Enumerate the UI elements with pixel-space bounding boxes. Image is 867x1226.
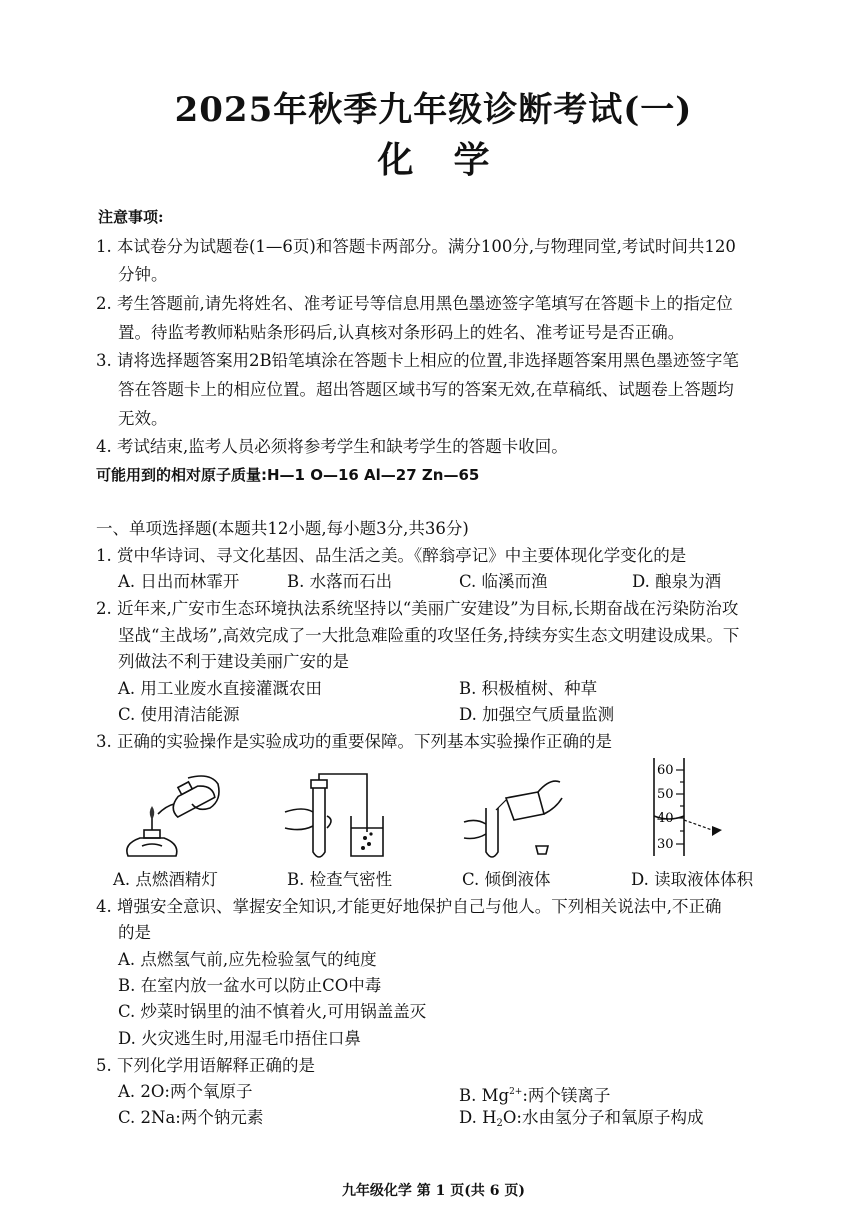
- option-d: D. 酿泉为酒: [632, 572, 722, 591]
- option-d: D. 火灾逃生时,用湿毛巾捂住口鼻: [118, 1029, 361, 1048]
- option-d: D. 加强空气质量监测: [459, 705, 615, 724]
- notice-line: 2. 考生答题前,请先将姓名、准考证号等信息用黑色墨迹签字笔填写在答题卡上的指定位: [96, 294, 733, 313]
- exam-title: 2025年秋季九年级诊断考试(一): [174, 90, 693, 130]
- question-stem: 3. 正确的实验操作是实验成功的重要保障。下列基本实验操作正确的是: [96, 732, 612, 751]
- option-d-post: O:水由氢分子和氧原子构成: [502, 1108, 704, 1127]
- option-b: B. 水落而石出: [287, 572, 393, 591]
- option-c: C. 倾倒液体: [462, 870, 551, 889]
- option-a: A. 点燃氢气前,应先检验氢气的纯度: [118, 950, 377, 969]
- notice-line: 3. 请将选择题答案用2B铅笔填涂在答题卡上相应的位置,非选择题答案用黑色墨迹签字笔: [96, 351, 739, 370]
- option-a: A. 日出而林霏开: [118, 572, 240, 591]
- notice-line: 分钟。: [118, 265, 168, 284]
- option-c: C. 炒菜时锅里的油不慎着火,可用锅盖盖灭: [118, 1002, 427, 1021]
- alcohol-lamp-figure: [118, 770, 228, 866]
- question-stem: 4. 增强安全意识、掌握安全知识,才能更好地保护自己与他人。下列相关说法中,不正确: [96, 897, 722, 916]
- question-stem: 坚战“主战场”,高效完成了一大批急难险重的攻坚任务,持续夯实生态文明建设成果。下: [118, 626, 740, 645]
- subscript: 2: [496, 1118, 503, 1129]
- charge-superscript: 2+: [509, 1087, 523, 1097]
- graduated-cylinder-figure: [640, 756, 740, 860]
- atomic-mass-line: 可能用到的相对原子质量:H—1 O—16 Al—27 Zn—65: [96, 466, 480, 484]
- option-b: B. 积极植树、种草: [459, 679, 598, 698]
- notice-line: 无效。: [118, 409, 168, 428]
- option-b-pre: B. Mg: [459, 1086, 510, 1105]
- pouring-liquid-figure: [456, 768, 566, 866]
- option-c: C. 使用清洁能源: [118, 705, 240, 724]
- option-d-pre: D. H: [459, 1108, 497, 1127]
- notice-line: 1. 本试卷分为试题卷(1—6页)和答题卡两部分。满分100分,与物理同堂,考试时间共120: [96, 237, 736, 256]
- option-a: A. 用工业废水直接灌溉农田: [118, 679, 322, 698]
- option-b: [459, 1081, 610, 1107]
- airtightness-figure: [283, 772, 393, 866]
- option-b: B. 在室内放一盆水可以防止CO中毒: [118, 976, 382, 995]
- option-a: A. 点燃酒精灯: [113, 870, 218, 889]
- notice-line: 4. 考试结束,监考人员必须将参考学生和缺考学生的答题卡收回。: [96, 437, 568, 456]
- question-stem: 5. 下列化学用语解释正确的是: [96, 1056, 315, 1075]
- notice-line: 置。待监考教师粘贴条形码后,认真核对条形码上的姓名、准考证号是否正确。: [118, 323, 685, 342]
- question-stem: 1. 赏中华诗词、寻文化基因、品生活之美。《醉翁亭记》中主要体现化学变化的是: [96, 546, 687, 565]
- question-stem: 的是: [118, 923, 151, 942]
- question-stem: 列做法不利于建设美丽广安的是: [118, 652, 349, 671]
- option-b: B. 检查气密性: [287, 870, 393, 889]
- notice-line: 答在答题卡上的相应位置。超出答题区域书写的答案无效,在草稿纸、试题卷上答题均: [118, 380, 734, 399]
- option-b-post: :两个镁离子: [522, 1086, 611, 1105]
- notice-heading: 注意事项:: [98, 208, 164, 226]
- option-a: A. 2O:两个氧原子: [118, 1082, 253, 1101]
- option-c: C. 2Na:两个钠元素: [118, 1108, 264, 1127]
- cylinder-tick: 40: [657, 811, 674, 826]
- page-footer: 九年级化学 第 1 页(共 6 页): [341, 1183, 526, 1199]
- cylinder-tick: 50: [657, 787, 674, 802]
- question-stem: 2. 近年来,广安市生态环境执法系统坚持以“美丽广安建设”为目标,长期奋战在污染防治攻: [96, 599, 739, 618]
- option-d: [459, 1107, 704, 1135]
- option-c: C. 临溪而渔: [459, 572, 548, 591]
- section-heading: 一、单项选择题(本题共12小题,每小题3分,共36分): [96, 519, 469, 538]
- cylinder-tick: 30: [657, 837, 674, 852]
- subject-title: 化学: [377, 139, 530, 181]
- cylinder-tick: 60: [657, 763, 674, 778]
- option-d: D. 读取液体体积: [631, 870, 754, 889]
